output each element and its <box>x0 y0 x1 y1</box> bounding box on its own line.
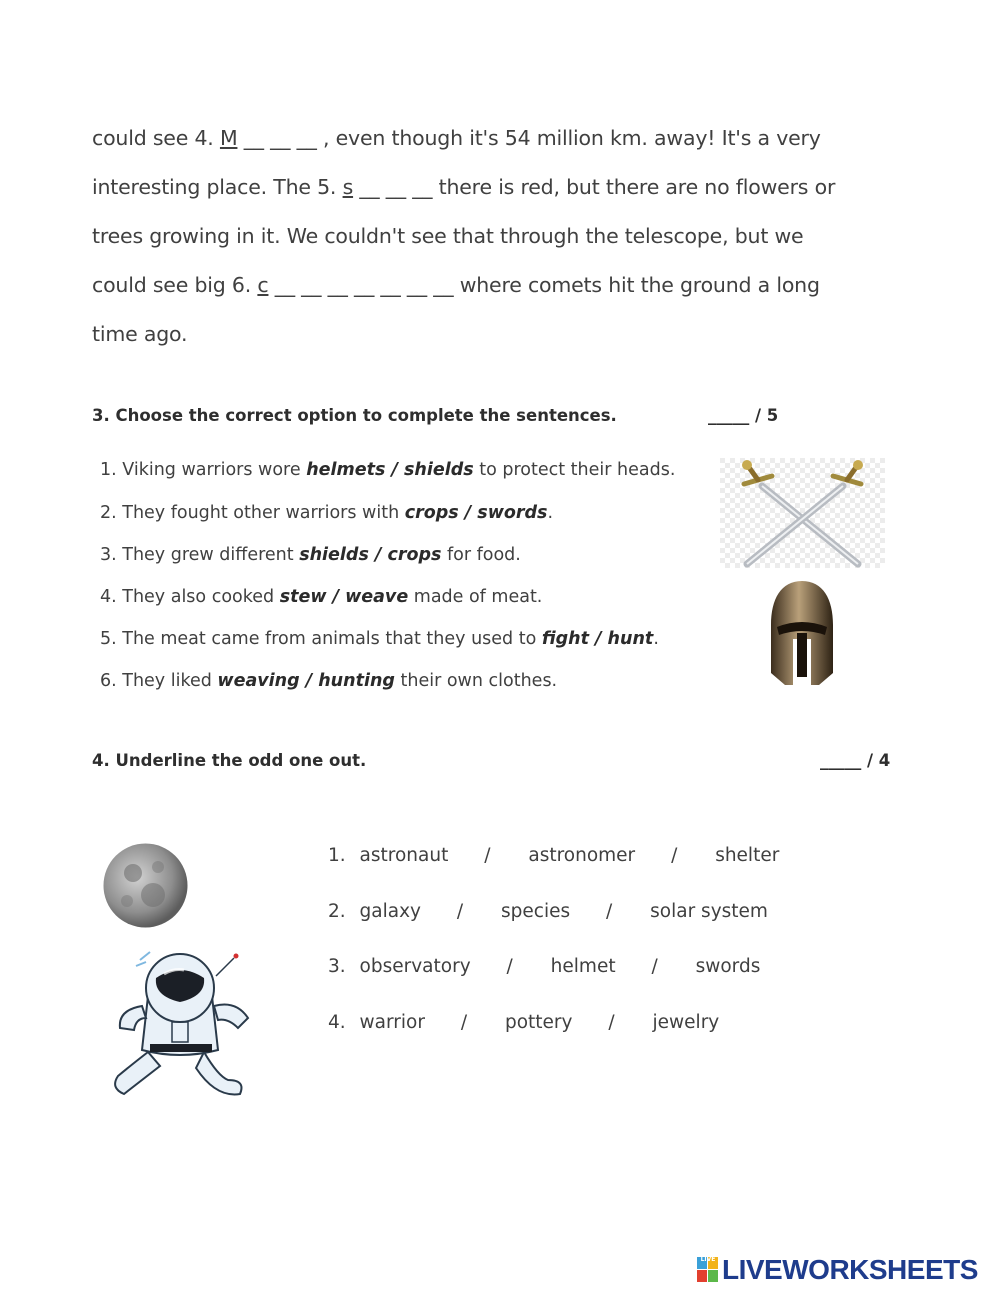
story-line-4 <box>92 273 820 297</box>
section-4-score[interactable]: _____ / 4 <box>820 751 891 770</box>
story-text: trees growing in it. We couldn't see that through the telescope, but we <box>92 224 804 248</box>
odd-item-4: 4. warrior / pottery / jewelry <box>328 1012 720 1033</box>
logo-badge-text: LIVE <box>700 1256 716 1263</box>
odd-item-1: 1. astronaut / astronomer / shelter <box>328 845 780 866</box>
story-text: interesting place. The 5. <box>92 175 343 199</box>
story-line-3 <box>92 224 803 248</box>
story-text: there is red, but there are no flowers or <box>438 175 836 199</box>
story-text: , even though it's 54 million km. away! It's a very <box>323 126 821 150</box>
odd-word[interactable]: species <box>501 901 571 922</box>
odd-word[interactable]: astronaut <box>359 845 449 866</box>
option-choice[interactable]: shields / crops <box>299 545 442 565</box>
odd-word[interactable]: pottery <box>504 1012 573 1033</box>
story-text: could see big 6. <box>92 273 258 297</box>
story-text: could see 4. <box>92 126 220 150</box>
option-choice[interactable]: weaving / hunting <box>217 671 395 691</box>
odd-word[interactable]: shelter <box>715 845 780 866</box>
odd-item-2: 2. galaxy / species / solar system <box>328 901 768 922</box>
story-line-2 <box>92 175 835 199</box>
sentence-5: 5. The meat came from animals that they used to fight / hunt. <box>100 629 659 649</box>
odd-word[interactable]: galaxy <box>359 901 421 922</box>
answer-blanks[interactable]: __ __ __ __ __ __ __ <box>268 273 460 297</box>
odd-item-3: 3. observatory / helmet / swords <box>328 956 761 977</box>
blank-start-letter: c <box>257 273 269 297</box>
section-3-heading: 3. Choose the correct option to complete the sentences. <box>92 406 617 425</box>
helmet-image <box>767 577 837 689</box>
sentence-4: 4. They also cooked stew / weave made of meat. <box>100 587 543 607</box>
odd-word[interactable]: warrior <box>359 1012 425 1033</box>
option-choice[interactable]: fight / hunt <box>541 629 654 649</box>
liveworksheets-logo-icon <box>697 1257 719 1283</box>
sentence-2: 2. They fought other warriors with crops / swords. <box>100 503 554 523</box>
story-text: time ago. <box>92 322 188 346</box>
answer-blanks[interactable]: __ __ __ <box>353 175 439 199</box>
option-choice[interactable]: crops / swords <box>404 503 548 523</box>
odd-word[interactable]: swords <box>695 956 761 977</box>
odd-word[interactable]: helmet <box>550 956 616 977</box>
odd-word[interactable]: observatory <box>359 956 471 977</box>
moon-image <box>103 843 188 928</box>
liveworksheets-logo: LIVEWORKSHEETS <box>722 1254 978 1285</box>
odd-word[interactable]: astronomer <box>528 845 636 866</box>
section-4-heading: 4. Underline the odd one out. <box>92 751 367 770</box>
blank-start-letter: s <box>342 175 354 199</box>
crossed-swords-image <box>720 458 885 568</box>
section-3-score[interactable]: _____ / 5 <box>708 406 779 425</box>
blank-start-letter: M <box>219 126 238 150</box>
sentence-3: 3. They grew different shields / crops for food. <box>100 545 521 565</box>
astronaut-image <box>100 948 260 1106</box>
odd-word[interactable]: jewelry <box>652 1012 720 1033</box>
option-choice[interactable]: stew / weave <box>279 587 409 607</box>
sentence-6: 6. They liked weaving / hunting their own clothes. <box>100 671 558 691</box>
answer-blanks[interactable]: __ __ __ <box>237 126 324 150</box>
option-choice[interactable]: helmets / shields <box>306 460 474 480</box>
odd-word[interactable]: solar system <box>650 901 768 922</box>
story-line-5 <box>92 322 187 346</box>
story-text: where comets hit the ground a long <box>459 273 820 297</box>
sentence-1: 1. Viking warriors wore helmets / shields to protect their heads. <box>100 460 676 480</box>
story-line-1 <box>92 126 821 150</box>
